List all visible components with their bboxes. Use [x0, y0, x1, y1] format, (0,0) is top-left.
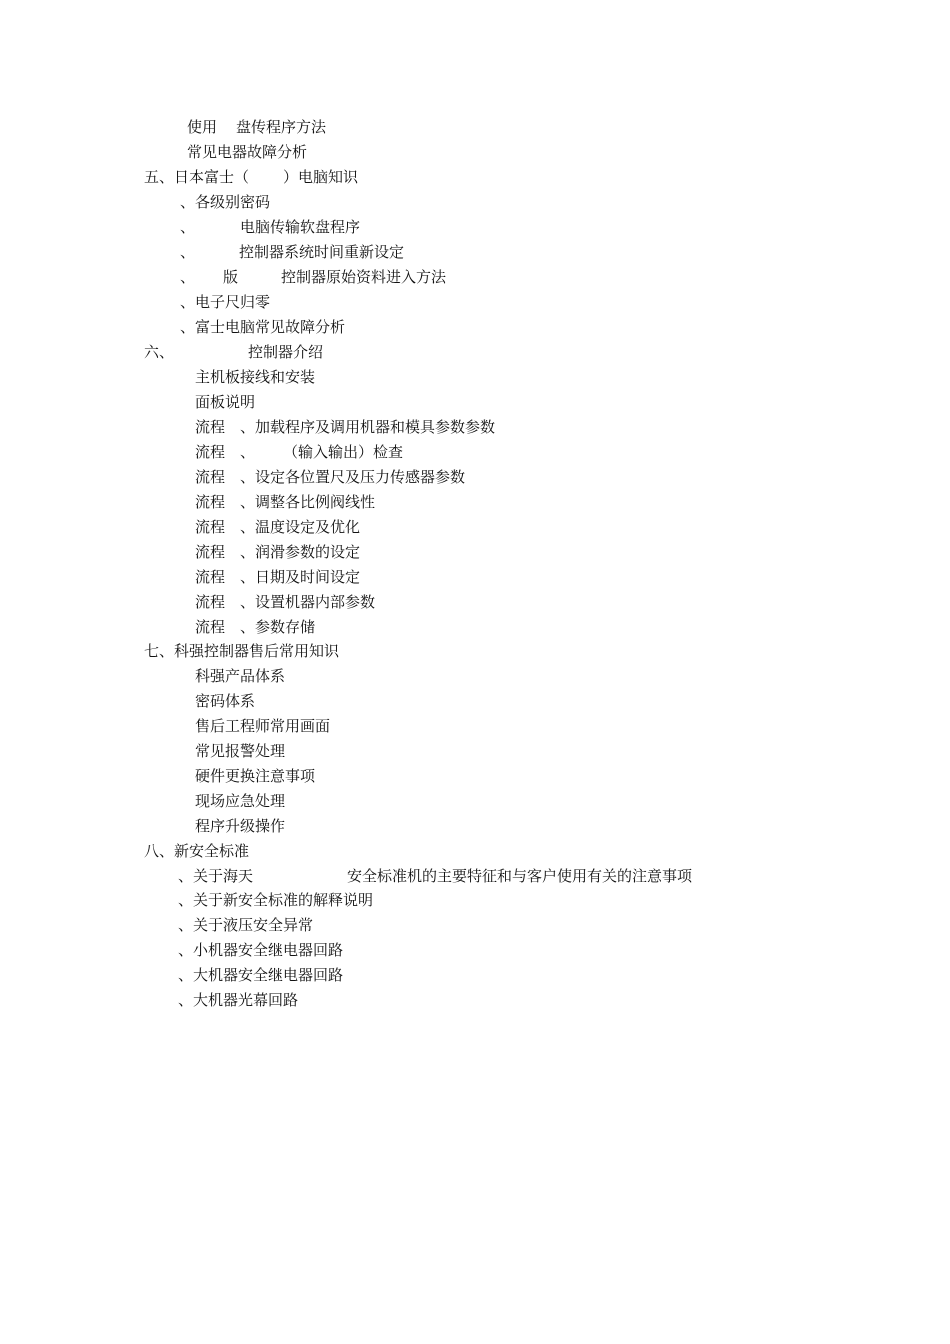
toc-text: 、设置机器内部参数	[240, 593, 376, 611]
toc-line	[178, 940, 343, 960]
toc-line	[187, 117, 326, 137]
toc-text: 常见报警处理	[195, 742, 286, 760]
toc-line	[178, 990, 298, 1010]
toc-line	[180, 242, 404, 262]
toc-text: 控制器原始资料进入方法	[281, 268, 447, 286]
toc-text: 、电子尺归零	[180, 293, 271, 311]
toc-line	[195, 467, 465, 487]
toc-text: 电脑传输软盘程序	[240, 218, 361, 236]
toc-text: 七、科强控制器售后常用知识	[144, 642, 340, 660]
toc-text: 流程	[195, 493, 226, 511]
toc-line	[187, 142, 307, 162]
toc-text: ）电脑知识	[283, 168, 359, 186]
toc-text: 密码体系	[195, 692, 256, 710]
toc-line	[178, 965, 343, 985]
section-heading	[144, 841, 249, 861]
toc-text: 、富士电脑常见故障分析	[180, 318, 346, 336]
toc-text: （输入输出）检查	[283, 443, 404, 461]
toc-text: 售后工程师常用画面	[195, 717, 331, 735]
toc-text: 、关于液压安全异常	[178, 916, 314, 934]
toc-text: 安全标准机的主要特征和与客户使用有关的注意事项	[347, 867, 693, 885]
toc-line	[195, 417, 495, 437]
toc-text: 流程	[195, 418, 226, 436]
toc-text: 、小机器安全继电器回路	[178, 941, 344, 959]
toc-text: 、大机器安全继电器回路	[178, 966, 344, 984]
toc-line	[195, 367, 315, 387]
toc-text: 五、日本富士（	[144, 168, 250, 186]
toc-text: 、设定各位置尺及压力传感器参数	[240, 468, 466, 486]
toc-text: 、	[240, 443, 256, 461]
toc-text: 、各级别密码	[180, 193, 271, 211]
toc-text: 流程	[195, 468, 226, 486]
section-heading	[144, 342, 323, 362]
toc-text: 流程	[195, 618, 226, 636]
toc-line	[195, 492, 375, 512]
toc-text: 面板说明	[195, 393, 256, 411]
toc-text: 使用	[187, 118, 218, 136]
toc-line	[195, 666, 285, 686]
toc-line	[195, 791, 285, 811]
toc-text: 、	[180, 243, 196, 261]
toc-text: 程序升级操作	[195, 817, 286, 835]
toc-line	[195, 542, 360, 562]
toc-text: 流程	[195, 568, 226, 586]
toc-text: 、加载程序及调用机器和模具参数参数	[240, 418, 496, 436]
toc-line	[195, 816, 285, 836]
toc-text: 流程	[195, 543, 226, 561]
toc-text: 盘传程序方法	[236, 118, 327, 136]
toc-line	[195, 567, 360, 587]
toc-text: 、润滑参数的设定	[240, 543, 361, 561]
toc-text: 、	[180, 268, 196, 286]
toc-line	[180, 292, 270, 312]
toc-line	[178, 890, 373, 910]
toc-text: 、温度设定及优化	[240, 518, 361, 536]
section-heading	[144, 167, 358, 187]
toc-line	[180, 317, 345, 337]
toc-text: 、	[180, 218, 196, 236]
toc-text: 主机板接线和安装	[195, 368, 316, 386]
toc-text: 流程	[195, 443, 226, 461]
toc-text: 控制器介绍	[248, 343, 324, 361]
toc-text: 常见电器故障分析	[187, 143, 308, 161]
toc-text: 、关于海天	[178, 867, 254, 885]
toc-line	[195, 392, 255, 412]
section-heading	[144, 641, 339, 661]
toc-text: 、关于新安全标准的解释说明	[178, 891, 374, 909]
toc-line	[180, 217, 360, 237]
toc-line	[195, 442, 403, 462]
toc-line	[195, 517, 360, 537]
toc-line	[195, 716, 330, 736]
toc-text: 八、新安全标准	[144, 842, 250, 860]
toc-line	[195, 691, 255, 711]
toc-text: 、大机器光幕回路	[178, 991, 299, 1009]
toc-text: 、调整各比例阀线性	[240, 493, 376, 511]
toc-text: 、参数存储	[240, 618, 316, 636]
toc-text: 科强产品体系	[195, 667, 286, 685]
toc-line	[195, 741, 285, 761]
toc-text: 现场应急处理	[195, 792, 286, 810]
toc-line	[195, 592, 375, 612]
toc-text: 控制器系统时间重新设定	[239, 243, 405, 261]
toc-text: 流程	[195, 593, 226, 611]
toc-line	[178, 915, 313, 935]
toc-line	[178, 866, 692, 886]
toc-text: 六、	[144, 343, 175, 361]
toc-line	[195, 617, 315, 637]
toc-line	[180, 192, 270, 212]
toc-text: 、日期及时间设定	[240, 568, 361, 586]
toc-text: 硬件更换注意事项	[195, 767, 316, 785]
toc-text: 版	[223, 268, 239, 286]
toc-line	[180, 267, 446, 287]
toc-text: 流程	[195, 518, 226, 536]
toc-line	[195, 766, 315, 786]
